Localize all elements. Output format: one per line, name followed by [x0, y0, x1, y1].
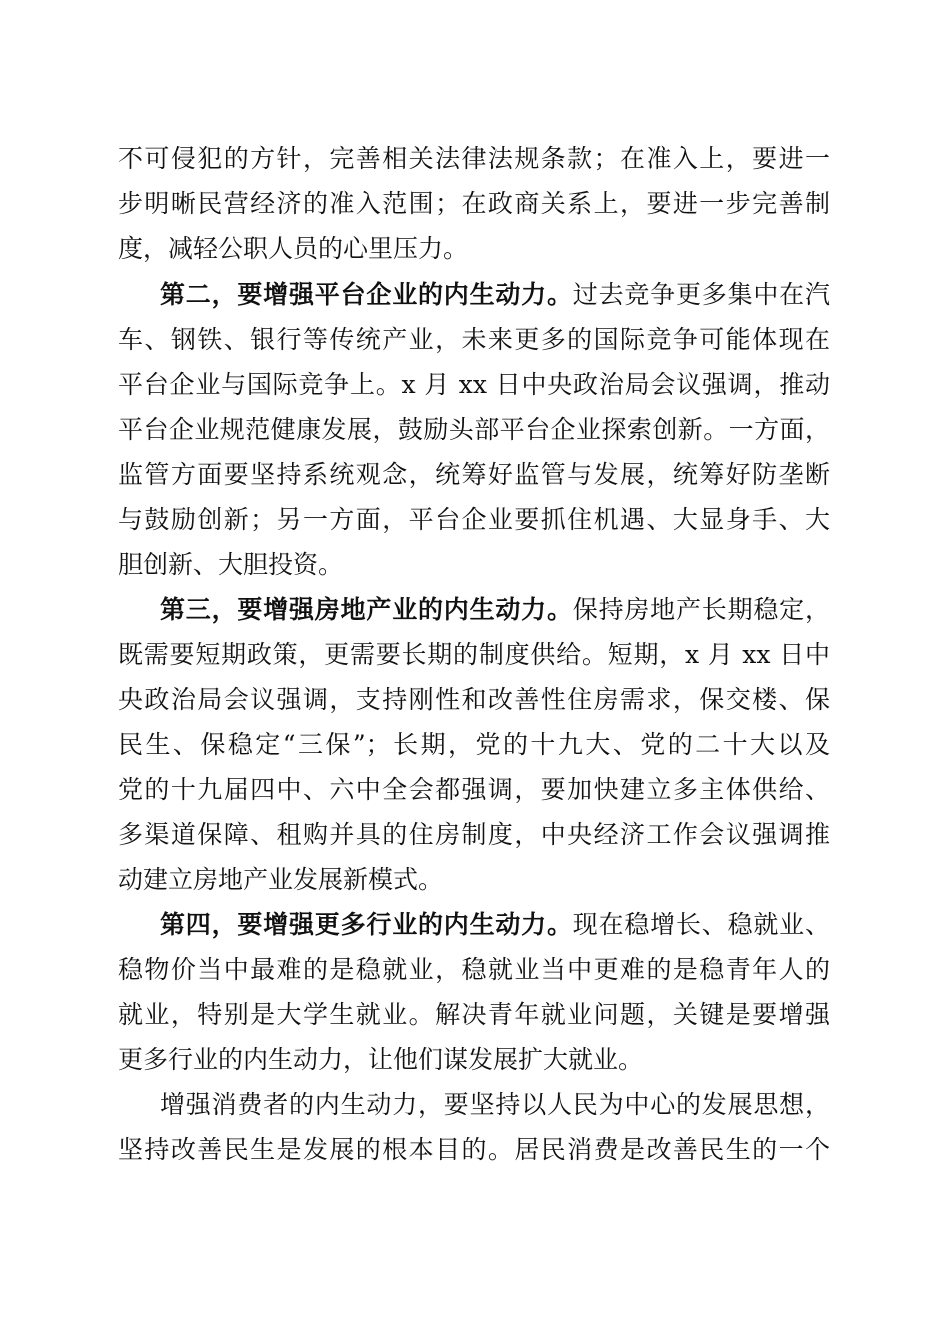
paragraph-2-first-line — [160, 275, 830, 315]
text-line-10: 胆创新、大胆投资。 — [118, 550, 344, 579]
paragraph-3-text: 保持房地产长期稳定， — [572, 595, 830, 624]
text-line-13: 央政治局会议强调，支持刚性和改善性住房需求，保交楼、保 — [118, 685, 830, 714]
text-line-6: 平台企业与国际竞争上。x 月 xx 日中央政治局会议强调，推动 — [118, 370, 830, 399]
text-line-19: 稳物价当中最难的是稳就业，稳就业当中更难的是稳青年人的 — [118, 955, 830, 984]
text-line-12: 既需要短期政策，更需要长期的制度供给。短期，x 月 xx 日中 — [118, 640, 830, 669]
text-line-15: 党的十九届四中、六中全会都强调，要加快建立多主体供给、 — [118, 775, 830, 804]
text-line-8: 监管方面要坚持系统观念，统筹好监管与发展，统筹好防垄断 — [118, 460, 830, 489]
text-line-9: 与鼓励创新；另一方面，平台企业要抓住机遇、大显身手、大 — [118, 505, 830, 534]
text-line-5: 车、钢铁、银行等传统产业，未来更多的国际竞争可能体现在 — [118, 325, 830, 354]
text-line-20: 就业，特别是大学生就业。解决青年就业问题，关键是要增强 — [118, 1000, 830, 1029]
text-line-3: 度，减轻公职人员的心里压力。 — [118, 234, 469, 263]
text-line-14: 民生、保稳定“三保”；长期，党的十九大、党的二十大以及 — [118, 730, 830, 759]
paragraph-3-heading: 第三，要增强房地产业的内生动力。 — [160, 595, 573, 624]
text-line-17: 动建立房地产业发展新模式。 — [118, 865, 444, 894]
paragraph-5-first-line: 增强消费者的内生动力，要坚持以人民为中心的发展思想， — [160, 1090, 830, 1119]
text-line-7: 平台企业规范健康发展，鼓励头部平台企业探索创新。一方面， — [118, 415, 830, 444]
paragraph-4-heading: 第四，要增强更多行业的内生动力。 — [160, 910, 573, 939]
paragraph-2-heading: 第二，要增强平台企业的内生动力。 — [160, 280, 573, 309]
paragraph-4-first-line — [160, 905, 830, 945]
paragraph-2-text: 过去竞争更多集中在汽 — [572, 280, 830, 309]
paragraph-4-text: 现在稳增长、稳就业、 — [572, 910, 830, 939]
text-line-1: 不可侵犯的方针，完善相关法律法规条款；在准入上，要进一 — [118, 144, 830, 173]
text-line-2: 步明晰民营经济的准入范围；在政商关系上，要进一步完善制 — [118, 189, 830, 218]
text-line-16: 多渠道保障、租购并具的住房制度，中央经济工作会议强调推 — [118, 820, 830, 849]
paragraph-3-first-line — [160, 590, 830, 630]
text-line-21: 更多行业的内生动力，让他们谋发展扩大就业。 — [118, 1045, 644, 1074]
text-line-23: 坚持改善民生是发展的根本目的。居民消费是改善民生的一个 — [118, 1135, 830, 1164]
